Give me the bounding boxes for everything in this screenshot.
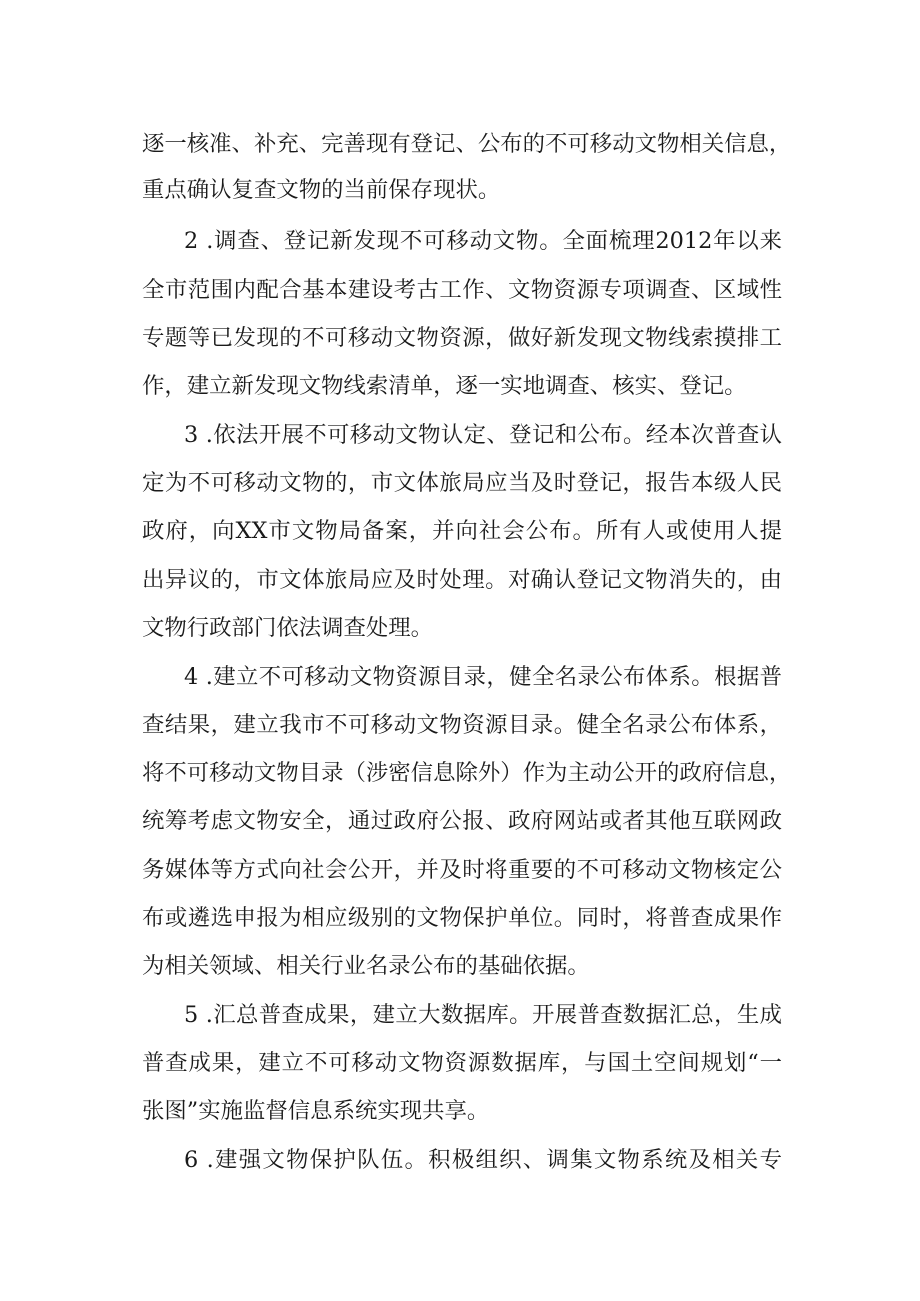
paragraph-line: 专题等已发现的不可移动文物资源，做好新发现文物线索摸排工: [142, 325, 782, 351]
paragraph-line: 务媒体等方式向社会公开，并及时将重要的不可移动文物核定公: [142, 857, 782, 883]
paragraph-line: 统筹考虑文物安全，通过政府公报、政府网站或者其他互联网政: [142, 808, 782, 834]
paragraph-line: 2 .调查、登记新发现不可移动文物。全面梳理2012年以来: [184, 228, 782, 254]
paragraph-line: 重点确认复查文物的当前保存现状。: [142, 177, 501, 203]
paragraph-line: 逐一核准、补充、完善现有登记、公布的不可移动文物相关信息，: [142, 131, 792, 157]
paragraph-line: 将不可移动文物目录（涉密信息除外）作为主动公开的政府信息，: [142, 760, 792, 786]
paragraph-line: 定为不可移动文物的，市文体旅局应当及时登记，报告本级人民: [142, 470, 782, 496]
paragraph-line: 为相关领域、相关行业名录公布的基础依据。: [142, 953, 590, 979]
paragraph-line: 普查成果，建立不可移动文物资源数据库，与国土空间规划“一: [142, 1050, 782, 1076]
paragraph-line: 3 .依法开展不可移动文物认定、登记和公布。经本次普查认: [184, 422, 782, 448]
paragraph-line: 5 .汇总普查成果，建立大数据库。开展普查数据汇总，生成: [184, 1002, 782, 1028]
paragraph-line: 布或遴选申报为相应级别的文物保护单位。同时，将普查成果作: [142, 905, 782, 931]
paragraph-line: 政府，向XX市文物局备案，并向社会公布。所有人或使用人提: [142, 518, 782, 544]
paragraph-line: 出异议的，市文体旅局应及时处理。对确认登记文物消失的，由: [142, 567, 782, 593]
paragraph-line: 作，建立新发现文物线索清单，逐一实地调查、核实、登记。: [142, 373, 747, 399]
paragraph-line: 张图”实施监督信息系统实现共享。: [142, 1098, 490, 1124]
paragraph-line: 4 .建立不可移动文物资源目录，健全名录公布体系。根据普: [184, 664, 782, 690]
paragraph-line: 查结果，建立我市不可移动文物资源目录。健全名录公布体系，: [142, 712, 782, 738]
paragraph-line: 全市范围内配合基本建设考古工作、文物资源专项调查、区域性: [142, 277, 782, 303]
paragraph-line: 6 .建强文物保护队伍。积极组织、调集文物系统及相关专: [184, 1147, 782, 1173]
paragraph-line: 文物行政部门依法调查处理。: [142, 615, 434, 641]
